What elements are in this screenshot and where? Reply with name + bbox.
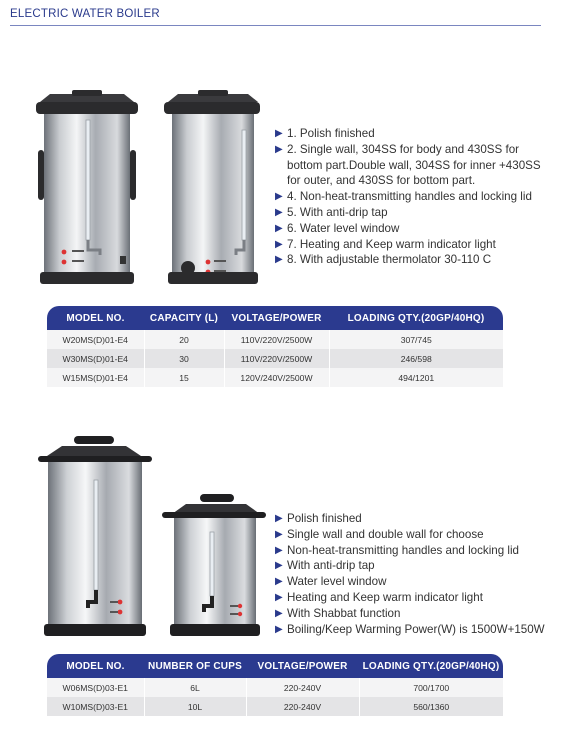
triangle-bullet-icon: ▶: [275, 254, 283, 266]
table-cell: W15MS(D)01-E4: [47, 368, 144, 387]
table-cell: 20: [144, 330, 224, 349]
table-cell: 560/1360: [359, 697, 503, 716]
triangle-bullet-icon: ▶: [275, 591, 283, 603]
triangle-bullet-icon: ▶: [275, 128, 283, 139]
table-cell: 220-240V: [246, 697, 359, 716]
table-row: [47, 697, 503, 716]
feature-item: ▶ 4. Non-heat-transmitting handles and locking lid: [275, 190, 532, 204]
feature-list-e1: [275, 511, 557, 637]
triangle-bullet-icon: ▶: [275, 206, 283, 218]
triangle-bullet-icon: ▶: [275, 528, 283, 540]
boiler-large-e1: [38, 436, 152, 636]
triangle-bullet-icon: ▶: [275, 623, 283, 635]
feature-item: ▶ 1. Polish finished: [275, 127, 375, 140]
title-divider: [10, 25, 541, 26]
table-cell: W30MS(D)01-E4: [47, 349, 144, 368]
table-cell: 246/598: [329, 349, 503, 368]
table-cell: 307/745: [329, 330, 503, 349]
table-cell: 220-240V: [246, 678, 359, 697]
spec-table-e4: [47, 306, 503, 387]
table-header-row: [47, 306, 503, 330]
feature-item: ▶ Single wall and double wall for choose: [275, 527, 484, 541]
column-header: LOADING QTY.(20GP/40HQ): [329, 306, 503, 330]
triangle-bullet-icon: ▶: [275, 607, 283, 619]
feature-item: ▶ Heating and Keep warm indicator light: [275, 590, 483, 604]
boiler-left-e4: [36, 90, 138, 284]
table-cell: 110V/220V/2500W: [224, 330, 329, 349]
feature-item: ▶ With Shabbat function: [275, 606, 401, 620]
column-header: MODEL NO.: [47, 654, 144, 678]
triangle-bullet-icon: ▶: [275, 143, 283, 155]
product-image-boilers-e1: [34, 436, 270, 638]
table-cell: 700/1700: [359, 678, 503, 697]
feature-item: ▶ Polish finished: [275, 512, 362, 525]
table-row: [47, 349, 503, 368]
triangle-bullet-icon: ▶: [275, 191, 283, 203]
table-cell: 120V/240V/2500W: [224, 368, 329, 387]
page-title: ELECTRIC WATER BOILER: [10, 8, 160, 20]
table-row: [47, 368, 503, 387]
table-cell: W06MS(D)03-E1: [47, 678, 144, 697]
feature-item: ▶ Non-heat-transmitting handles and locking lid: [275, 543, 520, 557]
feature-item: ▶ 6. Water level window: [275, 221, 400, 235]
feature-item: ▶ Water level window: [275, 575, 387, 589]
table-cell: W10MS(D)03-E1: [47, 697, 144, 716]
feature-item: ▶ 2. Single wall, 304SS for body and 430SS for bottom part.Double wall, 304SS for inner +430SS for outer, and 430SS for bottom part.: [275, 142, 541, 188]
column-header: MODEL NO.: [47, 306, 144, 330]
column-header: VOLTAGE/POWER: [224, 306, 329, 330]
table-cell: 30: [144, 349, 224, 368]
feature-item: ▶ With anti-drip tap: [275, 559, 375, 573]
spec-table-e1: [47, 654, 503, 716]
table-cell: 494/1201: [329, 368, 503, 387]
triangle-bullet-icon: ▶: [275, 222, 283, 234]
table-cell: 15: [144, 368, 224, 387]
table-row: [47, 678, 503, 697]
triangle-bullet-icon: ▶: [275, 544, 283, 556]
triangle-bullet-icon: ▶: [275, 576, 283, 588]
table-cell: 110V/220V/2500W: [224, 349, 329, 368]
feature-item: ▶ 7. Heating and Keep warm indicator light: [275, 237, 496, 251]
feature-item: ▶ 8. With adjustable thermolator 30-110 C: [275, 253, 492, 267]
column-header: LOADING QTY.(20GP/40HQ): [359, 654, 503, 678]
table-cell: 10L: [144, 697, 246, 716]
product-image-boilers-e4: [30, 90, 270, 290]
column-header: CAPACITY (L): [144, 306, 224, 330]
table-cell: 6L: [144, 678, 246, 697]
triangle-bullet-icon: ▶: [275, 560, 283, 572]
table-cell: W20MS(D)01-E4: [47, 330, 144, 349]
column-header: VOLTAGE/POWER: [246, 654, 359, 678]
table-header-row: [47, 654, 503, 678]
feature-item: ▶ 5. With anti-drip tap: [275, 205, 388, 219]
triangle-bullet-icon: ▶: [275, 513, 283, 524]
triangle-bullet-icon: ▶: [275, 238, 283, 250]
feature-list-e4: [275, 126, 555, 268]
boiler-right-e4: [164, 90, 260, 284]
column-header: NUMBER OF CUPS: [144, 654, 246, 678]
table-row: [47, 330, 503, 349]
boiler-small-e1: [162, 494, 266, 636]
feature-item: ▶ Boiling/Keep Warming Power(W) is 1500W+150W: [275, 622, 545, 636]
